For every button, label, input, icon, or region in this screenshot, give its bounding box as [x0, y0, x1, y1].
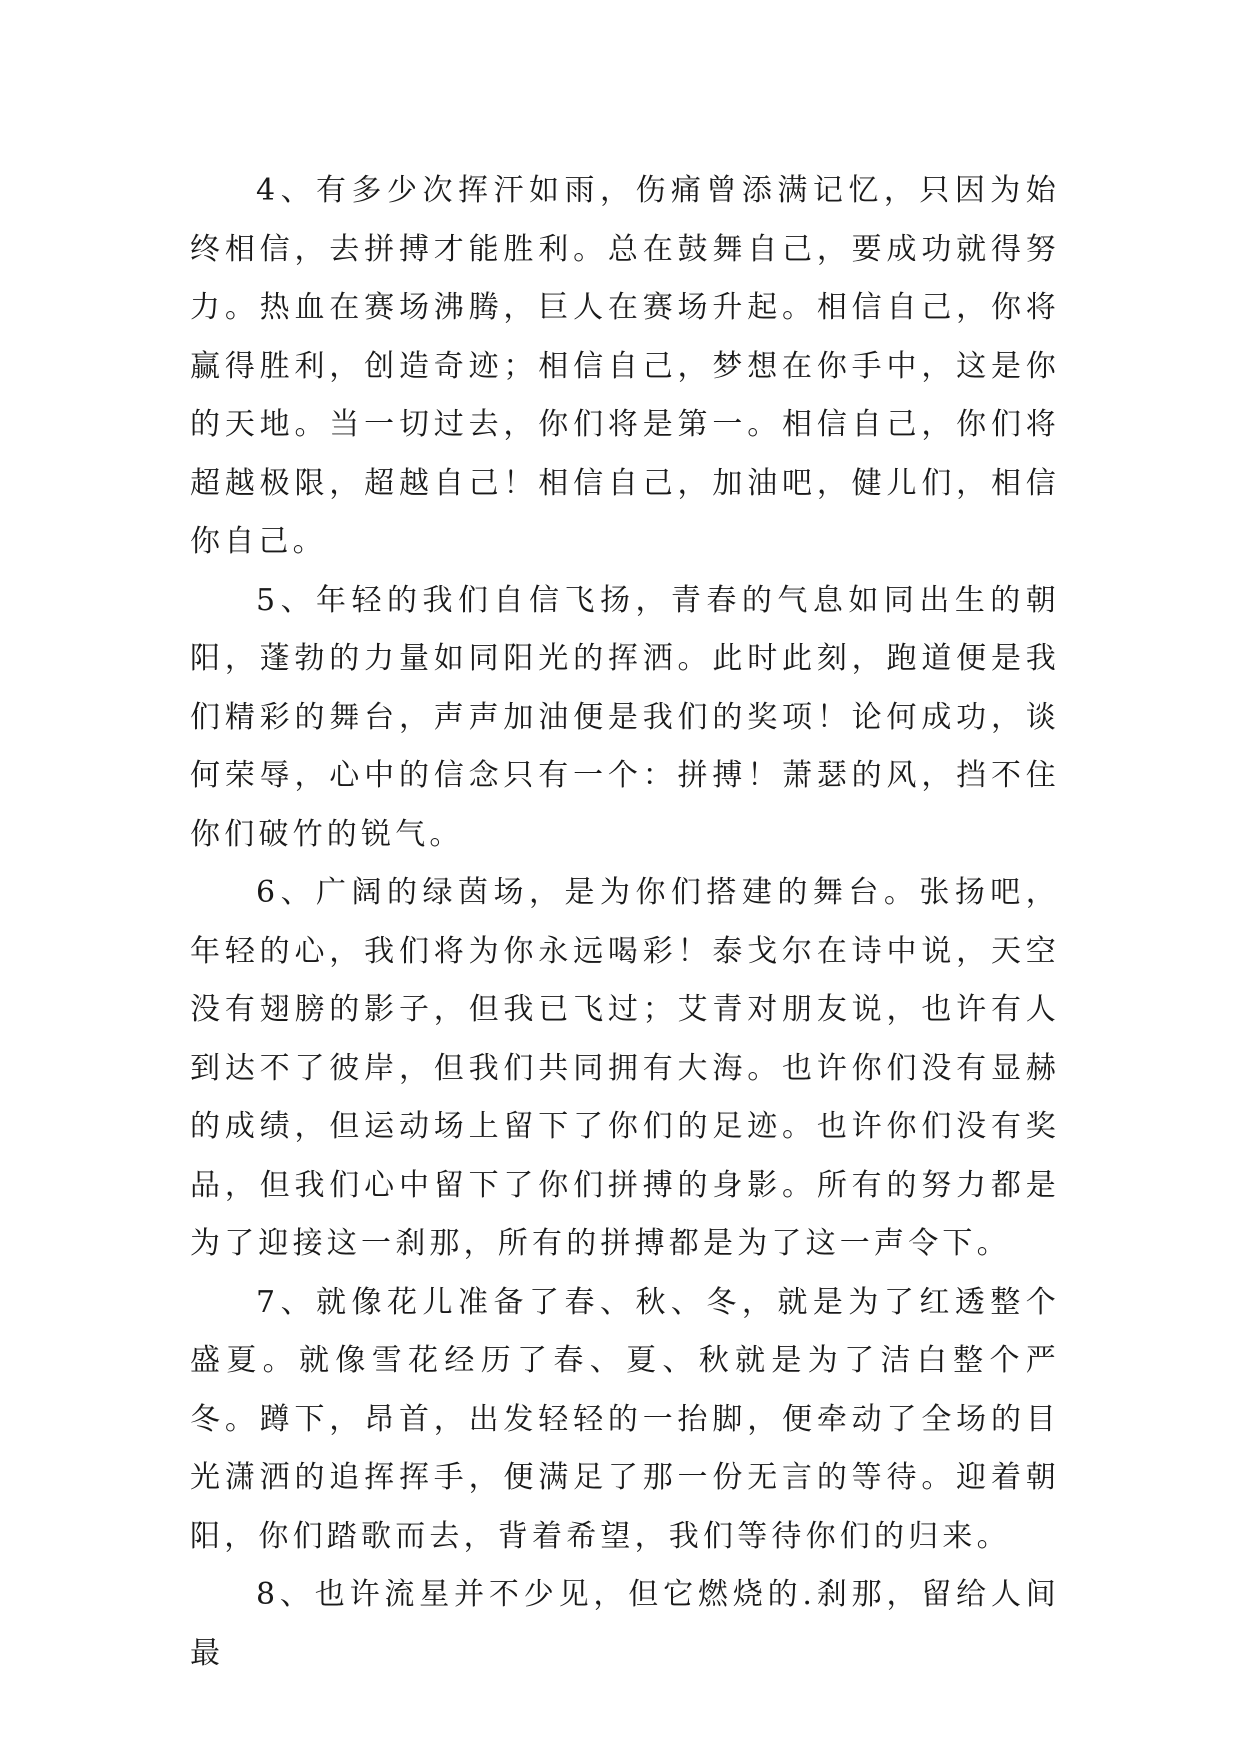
paragraph-6: 6、广阔的绿茵场，是为你们搭建的舞台。张扬吧，年轻的心，我们将为你永远喝彩！泰戈尔在诗中说，天空没有翅膀的影子，但我已飞过；艾青对朋友说，也许有人到达不了彼岸，但我们共同拥有大海。也许你们没有显赫的成绩，但运动场上留下了你们的足迹。也许你们没有奖品，但我们心中留下了你们拼搏的身影。所有的努力都是为了迎接这一刹那，所有的拼搏都是为了这一声令下。 [190, 875, 1060, 1261]
document-body [190, 162, 1060, 1683]
paragraph-8: 8、也许流星并不少见，但它燃烧的.刹那，留给人间最 [190, 1577, 1060, 1671]
paragraph-4: 4、有多少次挥汗如雨，伤痛曾添满记忆，只因为始终相信，去拼搏才能胜利。总在鼓舞自己，要成功就得努力。热血在赛场沸腾，巨人在赛场升起。相信自己，你将赢得胜利，创造奇迹；相信自己，梦想在你手中，这是你的天地。当一切过去，你们将是第一。相信自己，你们将超越极限，超越自己！相信自己，加油吧，健儿们，相信你自己。 [190, 173, 1060, 559]
paragraph-5: 5、年轻的我们自信飞扬，青春的气息如同出生的朝阳，蓬勃的力量如同阳光的挥洒。此时此刻，跑道便是我们精彩的舞台，声声加油便是我们的奖项！论何成功，谈何荣辱，心中的信念只有一个：拼搏！萧瑟的风，挡不住你们破竹的锐气。 [190, 582, 1060, 852]
paragraph-7: 7、就像花儿准备了春、秋、冬，就是为了红透整个盛夏。就像雪花经历了春、夏、秋就是为了洁白整个严冬。蹲下，昂首，出发轻轻的一抬脚，便牵动了全场的目光潇洒的追挥挥手，便满足了那一份无言的等待。迎着朝阳，你们踏歌而去，背着希望，我们等待你们的归来。 [190, 1284, 1060, 1554]
